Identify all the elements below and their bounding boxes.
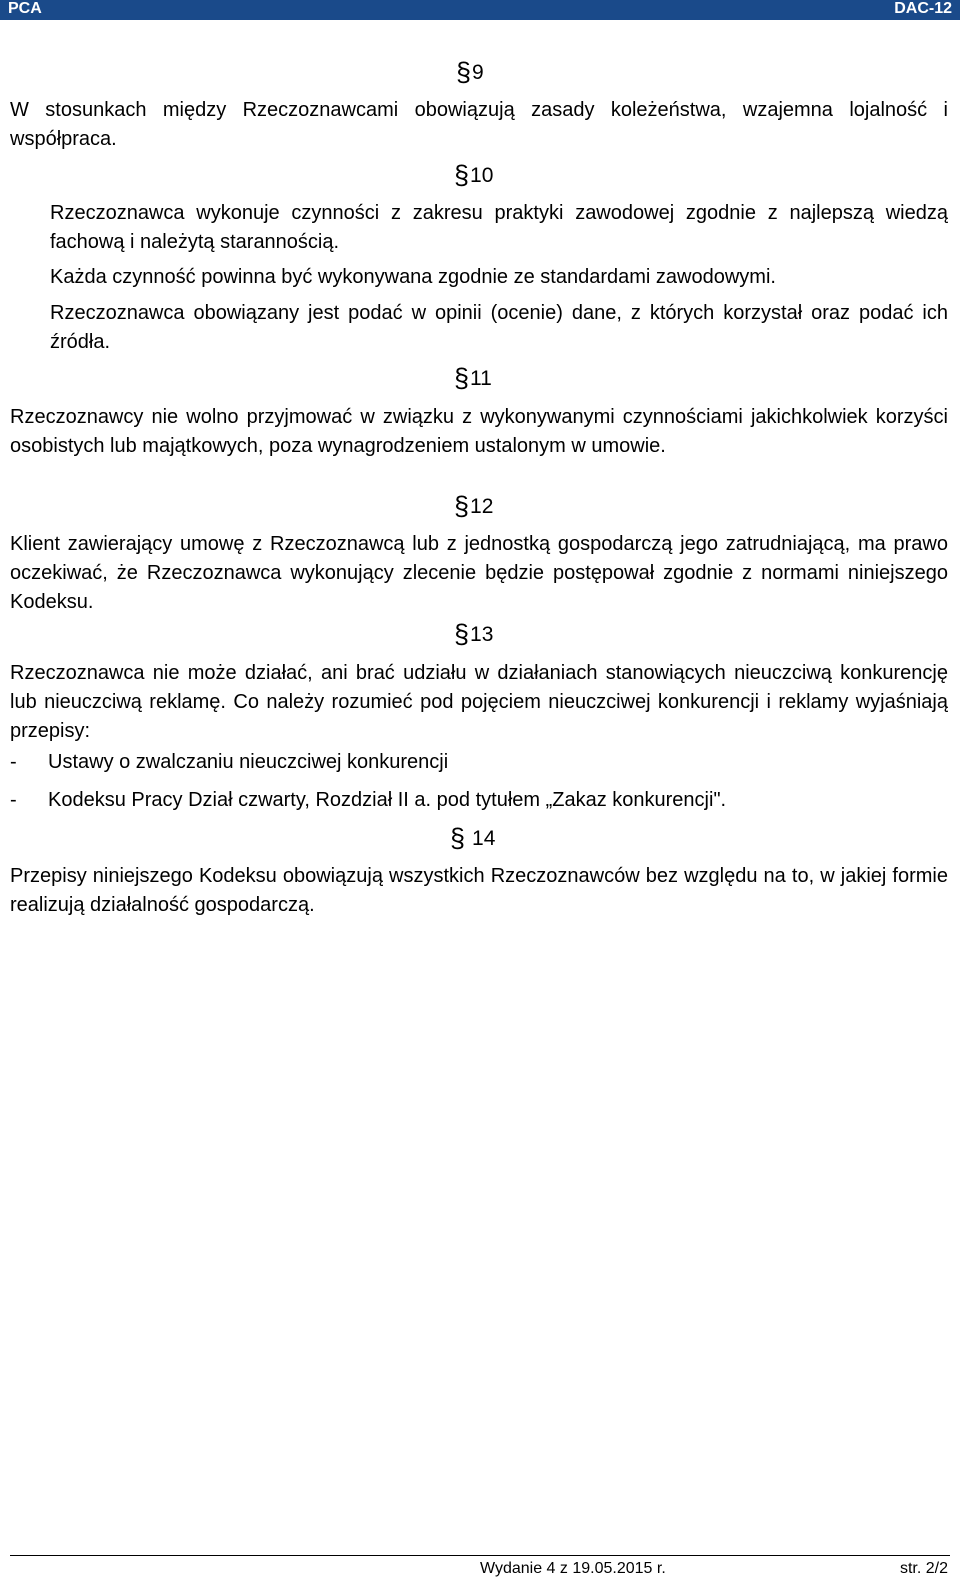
section-10-item-1 xyxy=(10,199,948,257)
section-symbol: § xyxy=(454,363,470,393)
item-text: Każda czynność powinna być wykonywana zgodnie ze standardami zawodowymi. xyxy=(50,266,776,288)
item-number xyxy=(10,199,50,228)
section-symbol: § xyxy=(454,619,470,649)
list-item-text: Ustawy o zwalczaniu nieuczciwej konkurencji xyxy=(48,751,449,773)
section-symbol: § xyxy=(454,491,470,521)
section-9-paragraph: W stosunkach między Rzeczoznawcami obowiązują zasady koleżeństwa, wzajemna lojalność i współpraca. xyxy=(10,99,948,150)
section-number: 13 xyxy=(470,623,494,646)
section-number: 11 xyxy=(470,367,492,390)
header-doc-code: DAC-12 xyxy=(894,0,952,17)
list-dash: - xyxy=(10,789,17,811)
item-number xyxy=(10,299,50,328)
section-symbol: § xyxy=(454,160,470,190)
footer-page-number: str. 2/2 xyxy=(899,1560,948,1577)
list-dash: - xyxy=(10,751,17,773)
item-text: Rzeczoznawca wykonuje czynności z zakresu praktyki zawodowej zgodnie z najlepszą wiedzą fachową i należytą starannością. xyxy=(50,202,948,253)
document-footer xyxy=(0,1555,960,1585)
section-13-paragraph: Rzeczoznawca nie może działać, ani brać udziału w działaniach stanowiących nieuczciwą konkurencję lub nieuczciwą reklamę. Co należy rozumieć pod pojęciem nieuczciwej konkurencji i reklamy wyjaśniają przepisy: xyxy=(10,662,948,742)
section-heading-10 xyxy=(454,160,494,190)
section-symbol: § xyxy=(456,57,472,87)
section-12-paragraph: Klient zawierający umowę z Rzeczoznawcą lub z jednostką gospodarczą jego zatrudniającą, ma prawo oczekiwać, że Rzeczoznawca wykonujący zlecenie będzie postępował zgodnie z normami niniejszego Kodeksu. xyxy=(10,533,948,613)
document-header xyxy=(0,0,960,20)
section-13-list-item-1 xyxy=(10,748,948,777)
section-11-paragraph: Rzeczoznawcy nie wolno przyjmować w związku z wykonywanymi czynnościami jakichkolwiek korzyści osobistych lub majątkowych, poza wynagrodzeniem ustalonym w umowie. xyxy=(10,406,948,457)
list-item-text: Kodeksu Pracy Dział czwarty, Rozdział II a. pod tytułem „Zakaz konkurencji". xyxy=(48,789,727,811)
section-13-list-item-2 xyxy=(10,786,948,815)
item-number xyxy=(10,263,50,292)
section-10-item-2 xyxy=(10,263,948,292)
section-number: 10 xyxy=(470,164,494,187)
footer-edition: Wydanie 4 z 19.05.2015 r. xyxy=(480,1560,666,1577)
section-14-paragraph: Przepisy niniejszego Kodeksu obowiązują wszystkich Rzeczoznawców bez względu na to, w jakiej formie realizują działalność gospodarczą. xyxy=(10,865,948,916)
section-10-item-3 xyxy=(10,299,948,357)
section-number: 9 xyxy=(472,61,484,84)
section-heading-11 xyxy=(454,363,492,393)
section-heading-12 xyxy=(454,491,494,521)
header-org-code: PCA xyxy=(8,0,42,17)
section-heading-13 xyxy=(454,619,494,649)
section-heading-9 xyxy=(456,57,484,87)
section-number: 14 xyxy=(472,827,496,850)
section-number: 12 xyxy=(470,495,494,518)
footer-rule xyxy=(10,1555,950,1556)
section-symbol: § xyxy=(450,823,466,853)
item-text: Rzeczoznawca obowiązany jest podać w opinii (ocenie) dane, z których korzystał oraz podać ich źródła. xyxy=(50,302,948,353)
section-heading-14 xyxy=(450,823,496,853)
